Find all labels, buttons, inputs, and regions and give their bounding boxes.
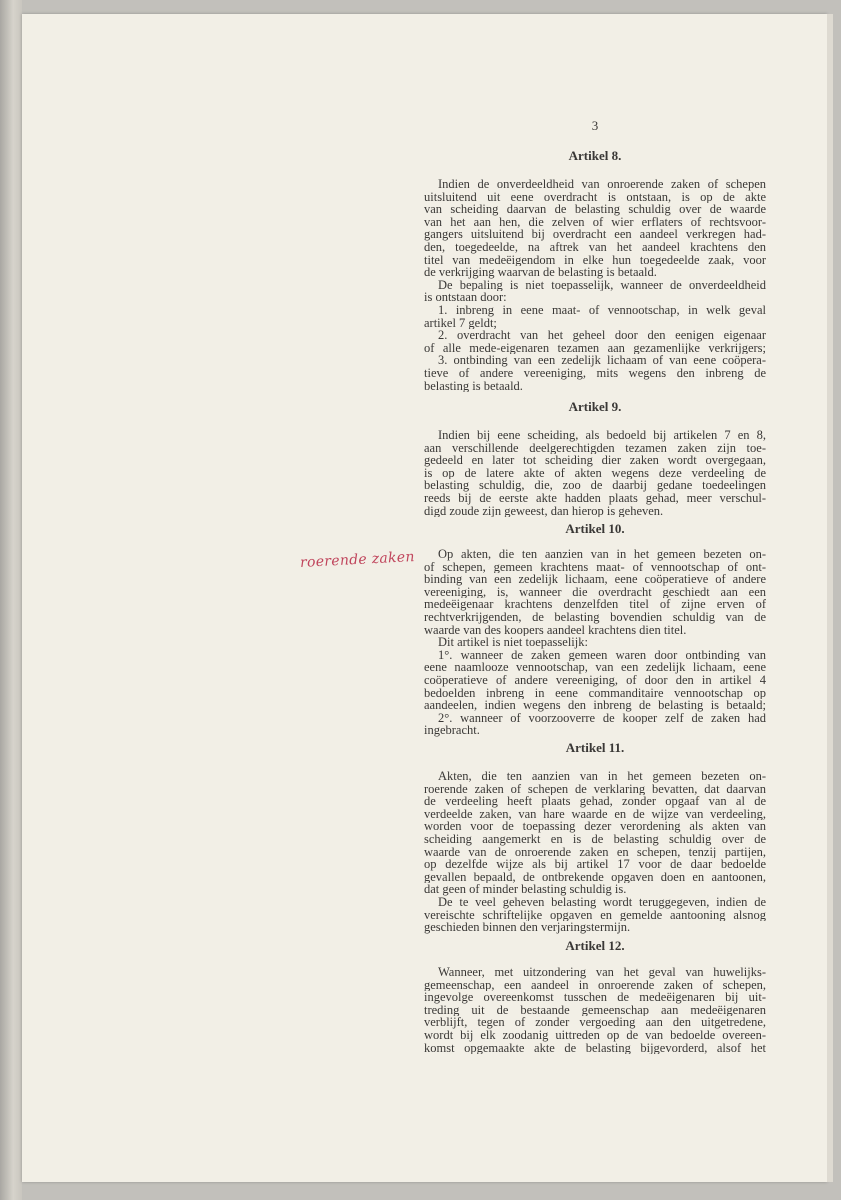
- article-8-body: [424, 178, 766, 392]
- text-line: Indien de onverdeeldheid van onroerende zaken of schepen: [438, 178, 766, 191]
- article-12-body: [424, 966, 766, 1054]
- text-line: de verkrijging waarvan de belasting is betaald.: [424, 266, 657, 279]
- text-line: aandeelen, indien wegens den inbreng de belasting is betaald;: [424, 699, 766, 712]
- text-line: roerende zaken of schepen de verklaring bevatten, dat daarvan: [424, 782, 766, 796]
- text-line: vereischte schriftelijke opgaven en gemelde aantooning alsnog: [424, 908, 766, 922]
- text-line: Op akten, die ten aanzien van in het gemeen bezeten on-: [438, 548, 766, 561]
- text-line: aan verschillende deelgerechtigden tezamen zaken zijn toe-: [424, 441, 766, 455]
- text-line: 1. inbreng in eene maat- of vennootschap, in welk geval: [438, 303, 766, 317]
- text-line: De te veel geheven belasting wordt teruggegeven, indien de: [438, 895, 766, 909]
- article-10-body: [424, 548, 766, 737]
- text-line: titel van medeëigendom in elke hun toegedeelde zaak, voor: [424, 253, 766, 267]
- page-number: 3: [591, 118, 599, 133]
- text-line: 2. overdracht van het geheel door den eenigen eigenaar: [438, 329, 766, 342]
- text-line: 1°. wanneer de zaken gemeen waren door ontbinding van: [438, 648, 766, 662]
- text-line: gevallen bepaald, de ontbrekende opgaven doen en aantoonen,: [424, 870, 766, 884]
- text-line: Dit artikel is niet toepasselijk:: [438, 636, 588, 649]
- text-line: belasting is betaald.: [424, 379, 523, 393]
- text-line: Akten, die ten aanzien van in het gemeen bezeten on-: [438, 770, 766, 783]
- text-line: van het aan hen, die zelven of wier erflaters of rechtsvoor-: [424, 215, 766, 229]
- text-line: Indien bij eene scheiding, als bedoeld bij artikelen 7 en 8,: [438, 429, 766, 442]
- text-line: medeëigenaar krachtens denzelfden titel of zijne erven of: [424, 598, 766, 611]
- text-line: de verdeeling heeft plaats gehad, zonder opgaaf van al de: [424, 795, 766, 808]
- text-line: worden voor de toepassing dezer verordening als akten van: [424, 820, 766, 833]
- text-line: De bepaling is niet toepasselijk, wanneer de onverdeeldheid: [438, 278, 766, 292]
- page-edge: [827, 14, 833, 1182]
- text-line: ingevolge overeenkomst tusschen de medeëigenaren bij uit-: [424, 991, 766, 1004]
- text-line: den, toegedeelde, na aftrek van het aandeel krachtens den: [424, 240, 766, 254]
- text-line: scheiding aangemerkt en is de belasting schuldig over de: [424, 832, 766, 846]
- text-line: wordt bij elk zoodanig uittreden op de van bedoelde overeen-: [424, 1028, 766, 1042]
- text-line: is op de latere akte of akten wegens deze verdeeling de: [424, 466, 766, 480]
- text-line: waarde van de onroerende zaken en schepen, tenzij partijen,: [424, 845, 766, 859]
- text-line: digd zoude zijn geweest, dan hierop is geheven.: [424, 504, 664, 518]
- text-line: ingebracht.: [424, 724, 480, 737]
- text-line: reeds bij de eerste akte hadden plaats gehad, meer verschul-: [424, 491, 766, 505]
- article-12-heading: Artikel 12.: [565, 938, 625, 953]
- binding-edge: [0, 0, 22, 1200]
- article-8-heading: Artikel 8.: [568, 148, 622, 163]
- text-line: Wanneer, met uitzondering van het geval van huwelijks-: [438, 966, 766, 979]
- text-line: op dezelfde wijze als bij artikel 17 voor de daar bedoelde: [424, 858, 766, 871]
- text-line: dat geen of minder belasting schuldig is.: [424, 883, 627, 896]
- text-line: eene naamlooze vennootschap, van een zedelijk lichaam, eene: [424, 661, 766, 674]
- text-line: rechtverkrijgenden, de belasting bovendien schuldig van de: [424, 610, 766, 624]
- text-line: treding uit de bestaande gemeenschap aan medeëigenaren: [424, 1003, 766, 1017]
- article-11-body: [424, 770, 766, 934]
- text-line: is ontstaan door:: [424, 291, 507, 304]
- text-line: waarde van des koopers aandeel krachtens dien titel.: [424, 623, 687, 637]
- text-line: vereeniging, is, wanneer die overdracht geschiedt aan een: [424, 585, 766, 599]
- text-line: verblijft, tegen of zonder vergoeding aan den uitgetredene,: [424, 1016, 766, 1029]
- text-line: gangers uitsluitend bij overdracht een aandeel verkregen had-: [424, 228, 766, 241]
- text-line: binding van een zedelijk lichaam, eene coöperatieve of andere: [424, 573, 766, 586]
- text-line: gedeeld en later tot scheiding dier zaken wordt overgegaan,: [424, 454, 766, 467]
- article-9-body: [424, 429, 766, 517]
- text-line: van scheiding daarvan de belasting schuldig over de waarde: [424, 203, 766, 216]
- text-line: of alle mede-eigenaren tezamen aan gezamenlijke verkrijgers;: [424, 341, 766, 355]
- handwritten-marginal-note: roerende zaken: [299, 549, 416, 571]
- text-line: 3. ontbinding van een zedelijk lichaam of van eene coöpera-: [438, 354, 766, 367]
- text-line: artikel 7 geldt;: [424, 316, 497, 330]
- article-11-heading: Artikel 11.: [565, 740, 625, 755]
- article-9-heading: Artikel 9.: [568, 399, 622, 414]
- text-line: 2°. wanneer of voorzooverre de kooper zelf de zaken had: [438, 711, 766, 725]
- text-line: geschieden binnen den verjaringstermijn.: [424, 921, 631, 934]
- text-line: belasting schuldig, die, zoo de daarbij gedane toedeelingen: [424, 479, 766, 492]
- text-line: bedoelden inbreng in eene commanditaire vennootschap op: [424, 686, 766, 700]
- text-line: tieve of andere vereeniging, mits wegens den inbreng de: [424, 366, 766, 380]
- text-line: of schepen, gemeen krachtens maat- of vennootschap of ont-: [424, 560, 766, 574]
- text-line: uitsluitend uit eene overdracht is ontstaan, is op de akte: [424, 190, 766, 204]
- text-line: komst opgemaakte akte de belasting bijgevorderd, alsof het: [424, 1041, 766, 1055]
- text-line: coöperatieve of andere vereeniging, of door den in artikel 4: [424, 673, 766, 687]
- text-line: verdeelde zaken, van hare waarde en de wijze van verdeeling,: [424, 807, 766, 821]
- article-10-heading: Artikel 10.: [565, 521, 625, 536]
- text-line: gemeenschap, een aandeel in onroerende zaken of schepen,: [424, 978, 766, 992]
